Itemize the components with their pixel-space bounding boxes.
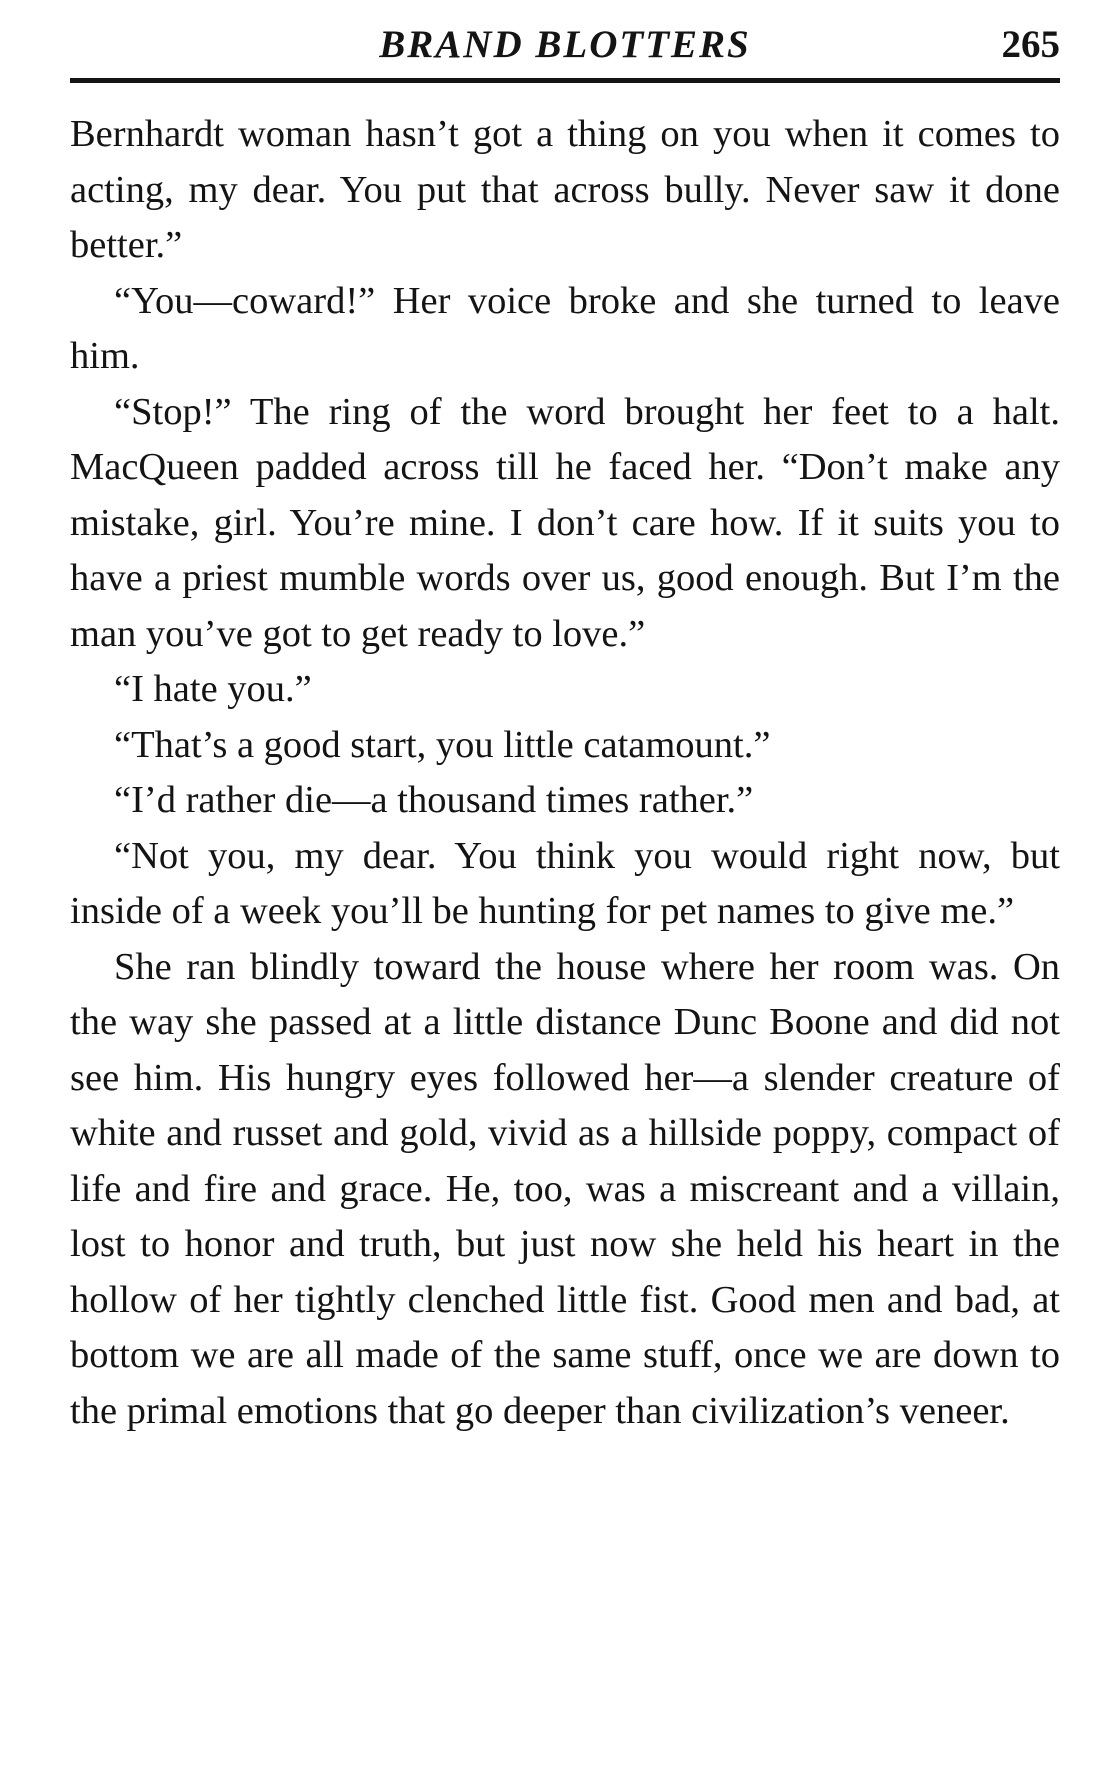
running-title: BRAND BLOTTERS	[379, 23, 751, 66]
page-number: 265	[1001, 23, 1060, 66]
paragraph: “That’s a good start, you little catamount.”	[114, 723, 771, 766]
book-page	[70, 18, 1060, 1439]
body-text	[70, 107, 1060, 1439]
header-rule	[70, 78, 1060, 83]
page-header	[70, 18, 1060, 70]
paragraph: She ran blindly toward the house where her room was. On the way she passed at a little distance Dunc Boone and did not see him. His hungry eyes followed her—a slender creature of white and russet and gold, vivid as a hillside poppy, compact of life and fire and grace. He, too, was a miscreant and a villain, lost to honor and truth, but just now she held his heart in the hollow of her tightly clenched little fist. Good men and bad, at bottom we are all made of the same stuff, once we are down to the primal emotions that go deeper than civilization’s veneer.	[70, 945, 1060, 1432]
paragraph: “Stop!” The ring of the word brought her feet to a halt. MacQueen padded across till he faced her. “Don’t make any mistake, girl. You’re mine. I don’t care how. If it suits you to have a priest mumble words over us, good enough. But I’m the man you’ve got to get ready to love.”	[70, 390, 1060, 655]
paragraph: “Not you, my dear. You think you would right now, but inside of a week you’ll be hunting for pet names to give me.”	[70, 834, 1060, 932]
paragraph: “I hate you.”	[114, 668, 312, 710]
paragraph: Bernhardt woman hasn’t got a thing on you when it comes to acting, my dear. You put that across bully. Never saw it done better.”	[70, 113, 1060, 266]
paragraph: “I’d rather die—a thousand times rather.”	[114, 779, 754, 821]
paragraph: “You—coward!” Her voice broke and she turned to leave him.	[70, 279, 1060, 377]
